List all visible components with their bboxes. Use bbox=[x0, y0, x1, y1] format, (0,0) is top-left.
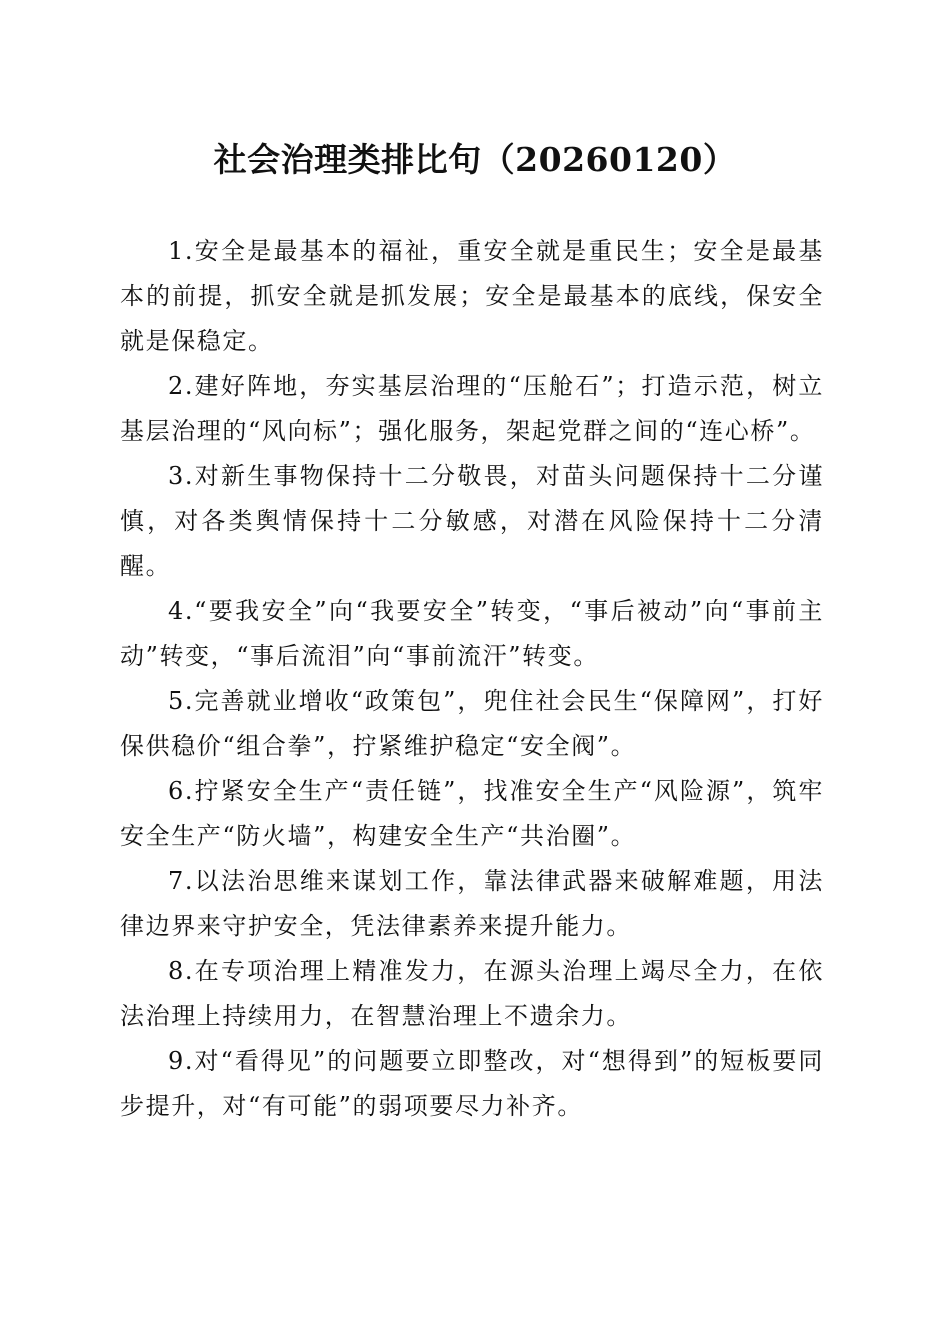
paragraph-3: 3.对新生事物保持十二分敬畏，对苗头问题保持十二分谨慎，对各类舆情保持十二分敏感，对潜在风险保持十二分清醒。 bbox=[120, 462, 824, 580]
paragraph-4: 4.“要我安全”向“我要安全”转变，“事后被动”向“事前主动”转变，“事后流泪”向“事前流汗”转变。 bbox=[120, 597, 824, 670]
paragraph-1: 1.安全是最基本的福祉，重安全就是重民生；安全是最基本的前提，抓安全就是抓发展；安全是最基本的底线，保安全就是保稳定。 bbox=[120, 237, 824, 355]
document-body bbox=[120, 229, 824, 1129]
paragraph-9: 9.对“看得见”的问题要立即整改，对“想得到”的短板要同步提升，对“有可能”的弱项要尽力补齐。 bbox=[120, 1047, 824, 1120]
paragraph-7: 7.以法治思维来谋划工作，靠法律武器来破解难题，用法律边界来守护安全，凭法律素养来提升能力。 bbox=[120, 867, 824, 940]
document-title: 社会治理类排比句（20260120） bbox=[213, 140, 737, 179]
paragraph-6: 6.拧紧安全生产“责任链”，找准安全生产“风险源”，筑牢安全生产“防火墙”，构建安全生产“共治圈”。 bbox=[120, 777, 824, 850]
paragraph-2: 2.建好阵地，夯实基层治理的“压舱石”；打造示范，树立基层治理的“风向标”；强化服务，架起党群之间的“连心桥”。 bbox=[120, 372, 824, 445]
paragraph-5: 5.完善就业增收“政策包”，兜住社会民生“保障网”，打好保供稳价“组合拳”，拧紧维护稳定“安全阀”。 bbox=[120, 687, 824, 760]
paragraph-8: 8.在专项治理上精准发力，在源头治理上竭尽全力，在依法治理上持续用力，在智慧治理上不遗余力。 bbox=[120, 957, 824, 1030]
